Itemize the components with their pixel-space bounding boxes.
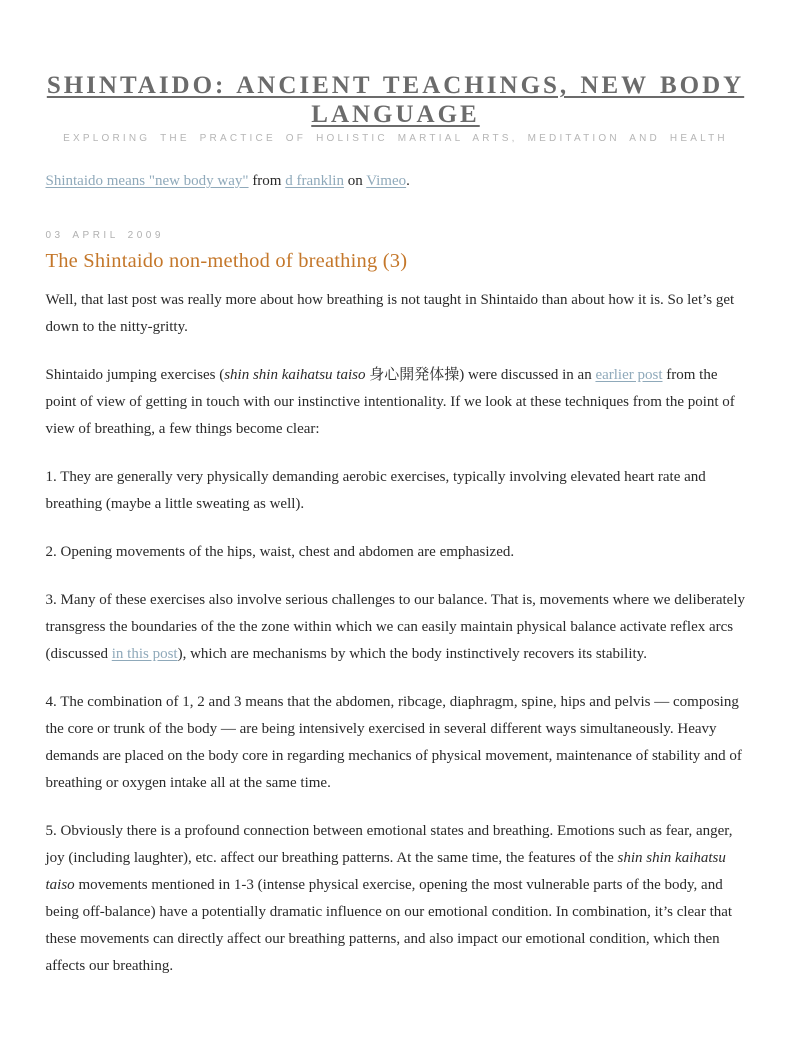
italic-term: shin shin kaihatsu taiso	[224, 367, 366, 383]
post-title-link[interactable]: The Shintaido non-method of breathing (3)	[45, 250, 408, 272]
text-segment: 2. Opening movements of the hips, waist, chest and abdomen are emphasized.	[45, 544, 515, 560]
text-segment: from the point of view of getting in touch with our instinctive intentionality. If we look at these techniques from the point of view of breathing, a few things become clear:	[45, 367, 735, 437]
vimeo-site-link[interactable]: Vimeo	[366, 173, 407, 189]
paragraph-point-1	[46, 464, 746, 518]
text-segment: 4. The combination of 1, 2 and 3 means that the abdomen, ribcage, diaphragm, spine, hips and pelvis — composing the core or trunk of the body — are being intensively exercised in several different ways simultaneously. Heavy demands are placed on the body core in regarding mechanics of physical movement, maintenance of stability and of breathing or oxygen intake all at the same time.	[45, 694, 742, 791]
paragraph-point-4	[46, 689, 746, 797]
italic-term: shin shin kaihatsu taiso	[45, 850, 726, 893]
text-segment: Shintaido jumping exercises (	[45, 367, 225, 383]
text-segment: .	[406, 173, 410, 189]
vimeo-video-link[interactable]: Shintaido means "new body way"	[45, 173, 249, 189]
text-segment: 5. Obviously there is a profound connection between emotional states and breathing. Emotions such as fear, anger, joy (including laughter), etc. affect our breathing patterns. At the same time, the features of the	[45, 823, 733, 866]
blog-subtitle: EXPLORING THE PRACTICE OF HOLISTIC MARTIAL ARTS, MEDITATION AND HEALTH	[63, 133, 728, 144]
blog-title	[46, 72, 746, 129]
paragraph-intro	[46, 287, 746, 341]
paragraph-point-3	[46, 587, 746, 668]
inline-link[interactable]: in this post	[111, 646, 178, 662]
paragraph-point-5	[46, 818, 746, 980]
text-segment: on	[343, 173, 367, 189]
blog-title-link[interactable]: SHINTAIDO: ANCIENT TEACHINGS, NEW BODY LANGUAGE	[46, 72, 745, 128]
blog-page	[46, 0, 746, 1061]
paragraph-point-2	[46, 539, 746, 566]
post-date: 03 APRIL 2009	[45, 230, 164, 241]
blog-post	[46, 230, 746, 980]
text-segment: 身心開発体操) were discussed in an	[365, 367, 596, 383]
text-segment: movements mentioned in 1-3 (intense physical exercise, opening the most vulnerable parts of the body, and being off-balance) have a potentially dramatic influence on our emotional condition. In combination, it’s clear that these movements can directly affect our breathing patterns, and also impact our emotional condition, which then affects our breathing.	[45, 877, 733, 974]
text-segment: 3. Many of these exercises also involve serious challenges to our balance. That is, movements where we deliberately transgress the boundaries of the the zone within which we can easily maintain physical balance activate reflex arcs (discussed	[45, 592, 745, 662]
text-segment: ), which are mechanisms by which the body instinctively recovers its stability.	[177, 646, 647, 662]
blog-header	[46, 72, 746, 144]
text-segment: Well, that last post was really more about how breathing is not taught in Shintaido than about how it is. So let’s get down to the nitty-gritty.	[45, 292, 735, 335]
vimeo-author-link[interactable]: d franklin	[285, 173, 344, 189]
text-segment: 1. They are generally very physically demanding aerobic exercises, typically involving elevated heart rate and breathing (maybe a little sweating as well).	[45, 469, 706, 512]
inline-link[interactable]: earlier post	[595, 367, 663, 383]
text-segment: from	[248, 173, 286, 189]
paragraph-jumping-exercises	[46, 362, 746, 443]
vimeo-attribution-line	[46, 170, 746, 192]
